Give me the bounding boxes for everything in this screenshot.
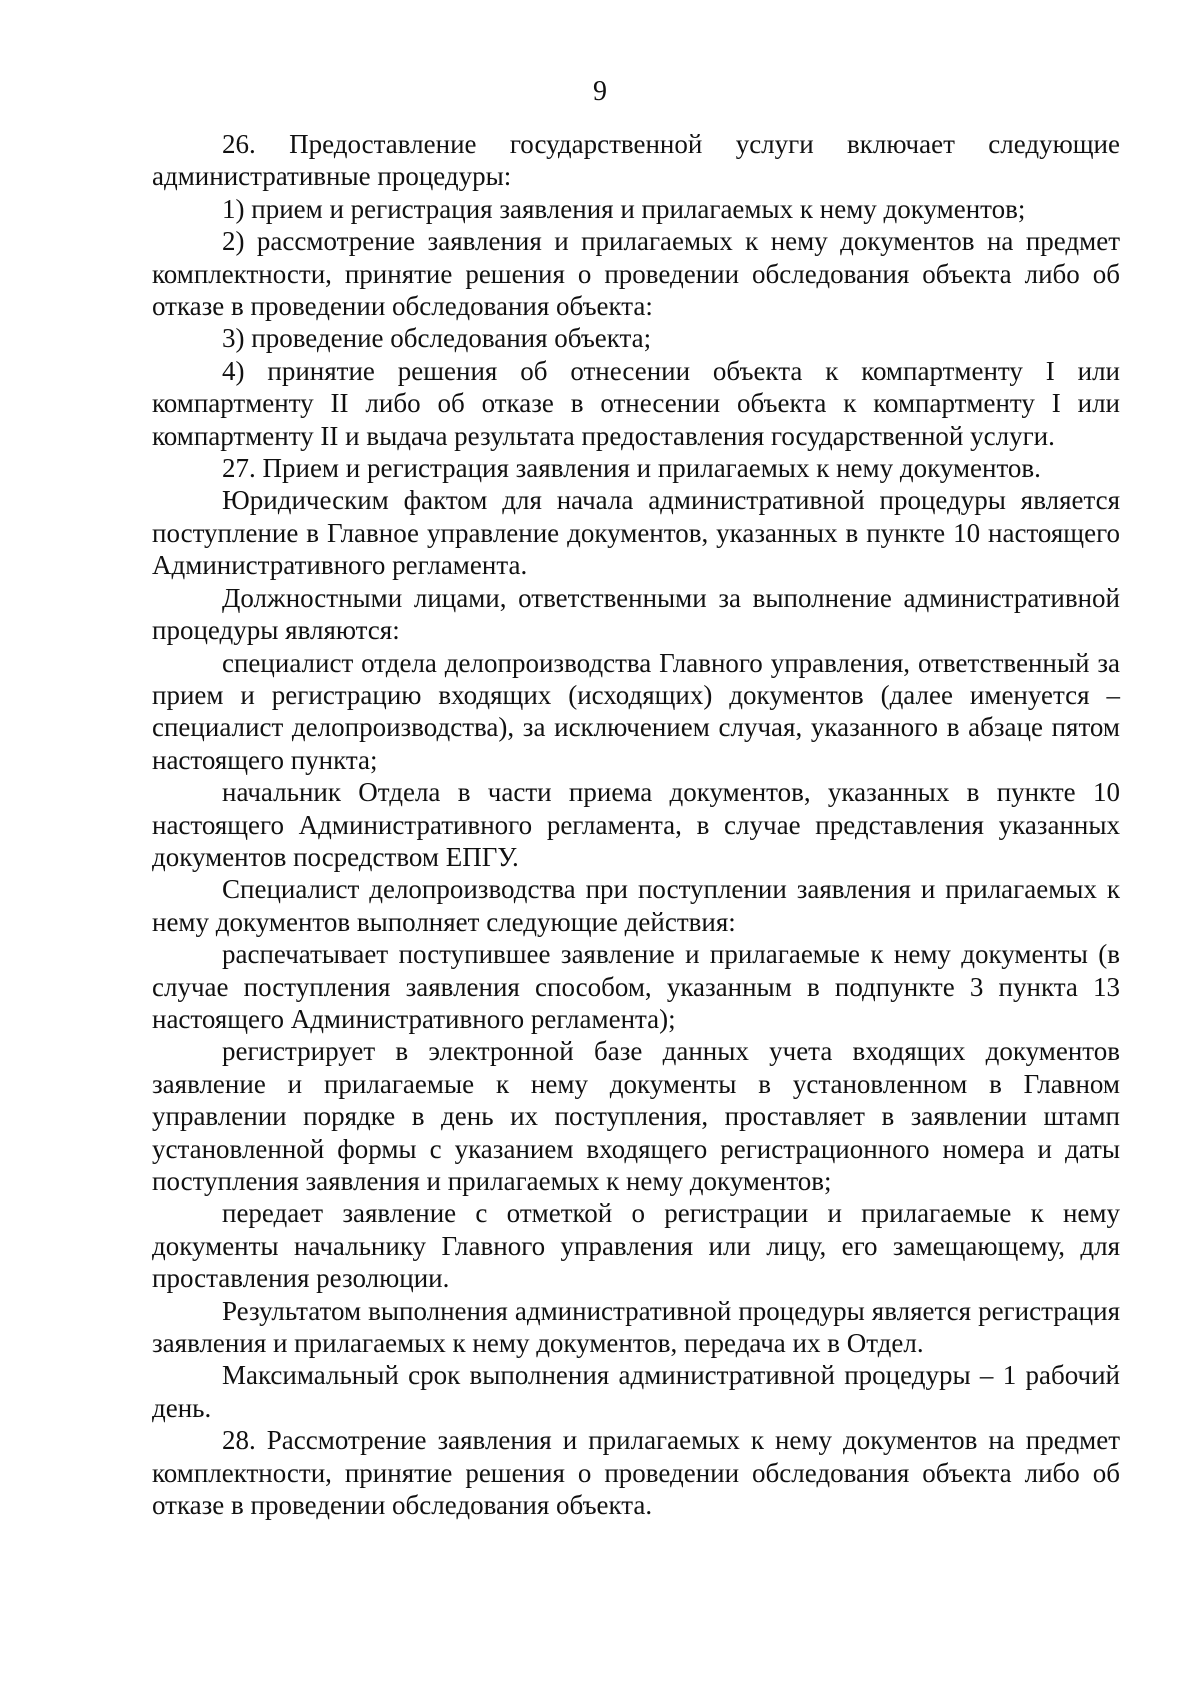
list-item-2: 2) рассмотрение заявления и прилагаемых к нему документов на предмет комплектности, принятие решения о проведении обследования объекта либо об отказе в проведении обследования объекта:	[152, 226, 1120, 322]
paragraph-department-head: начальник Отдела в части приема документов, указанных в пункте 10 настоящего Административного регламента, в случае представления указанных документов посредством ЕПГУ.	[152, 777, 1120, 872]
paragraph-28-title: 28. Рассмотрение заявления и прилагаемых к нему документов на предмет комплектности, принятие решения о проведении обследования объекта либо об отказе в проведении обследования объекта.	[152, 1425, 1120, 1521]
paragraph-max-term: Максимальный срок выполнения административной процедуры – 1 рабочий день.	[152, 1360, 1120, 1423]
paragraph-specialist-actions: Специалист делопроизводства при поступлении заявления и прилагаемых к нему документов выполняет следующие действия:	[152, 874, 1120, 937]
paragraph-27-title: 27. Прием и регистрация заявления и прилагаемых к нему документов.	[222, 453, 1041, 484]
paragraph-print-documents: распечатывает поступившее заявление и прилагаемые к нему документы (в случае поступления заявления способом, указанным в подпункте 3 пункта 13 настоящего Административного регламента);	[152, 939, 1120, 1034]
paragraph-transfer-documents: передает заявление с отметкой о регистрации и прилагаемые к нему документы начальнику Главного управления или лицу, его замещающему, для проставления резолюции.	[152, 1198, 1120, 1294]
paragraph-result: Результатом выполнения административной процедуры является регистрация заявления и прилагаемых к нему документов, передача их в Отдел.	[152, 1295, 1120, 1359]
paragraph-26-intro: 26. Предоставление государственной услуги включает следующие административные процедуры:	[152, 129, 1120, 192]
document-body	[152, 128, 1120, 1521]
list-item-3: 3) проведение обследования объекта;	[222, 323, 652, 354]
paragraph-register-documents: регистрирует в электронной базе данных учета входящих документов заявление и прилагаемые к нему документы в установленном в Главном управлении порядке в день их поступления, проставляет в заявлении штамп установленной формы с указанием входящего регистрационного номера и даты поступления заявления и прилагаемых к нему документов;	[152, 1036, 1120, 1196]
list-item-1: 1) прием и регистрация заявления и прилагаемых к нему документов;	[222, 193, 1026, 224]
paragraph-legal-fact: Юридическим фактом для начала административной процедуры является поступление в Главное управление документов, указанных в пункте 10 настоящего Административного регламента.	[152, 485, 1120, 581]
paragraph-responsible-officials: Должностными лицами, ответственными за выполнение административной процедуры являются:	[152, 582, 1120, 646]
list-item-4: 4) принятие решения об отнесении объекта к компартменту I или компартменту II либо об отказе в отнесении объекта к компартменту I или компартменту II и выдача результата предоставления государственной услуги.	[152, 355, 1120, 451]
paragraph-records-specialist: специалист отдела делопроизводства Главного управления, ответственный за прием и регистрацию входящих (исходящих) документов (далее именуется – специалист делопроизводства), за исключением случая, указанного в абзаце пятом настоящего пункта;	[152, 647, 1120, 775]
page-number: 9	[593, 76, 607, 107]
